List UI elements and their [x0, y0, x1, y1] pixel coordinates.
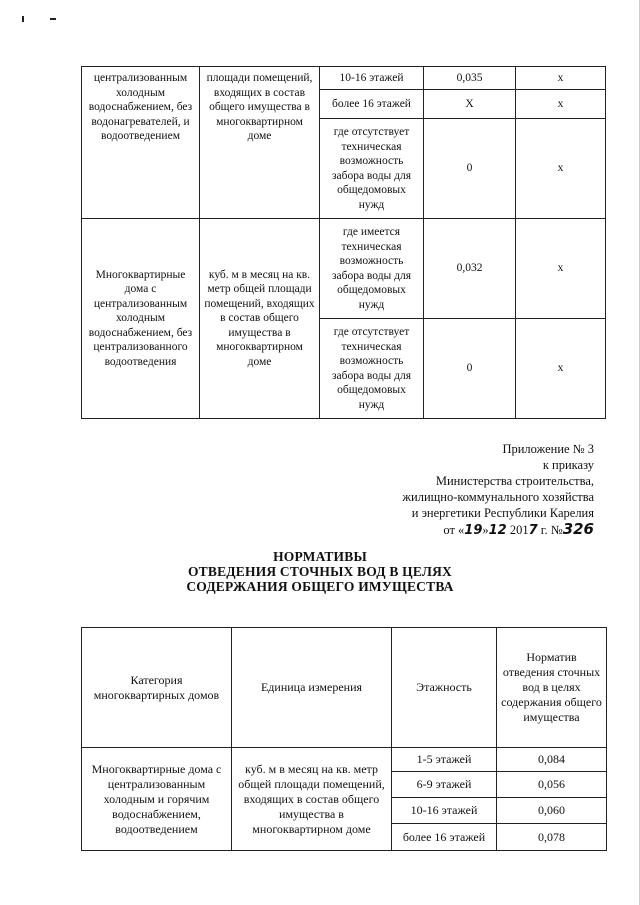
handwritten-year-digit: 7 — [528, 523, 538, 538]
table-cell-value: 0,035 — [424, 67, 516, 90]
table-cell-value: 0,078 — [497, 824, 607, 851]
title-line: СОДЕРЖАНИЯ ОБЩЕГО ИМУЩЕСТВА — [186, 579, 454, 594]
table-cell-value: 0,056 — [497, 772, 607, 798]
table-cell-value: X — [424, 90, 516, 119]
table-cell-extra: x — [516, 67, 606, 90]
appendix-block — [402, 441, 594, 539]
header-floors: Этажность — [392, 628, 497, 748]
header-norm: Норматив отведения сточных вод в целях содержания общего имущества — [497, 628, 607, 748]
table-cell-floors: 6-9 этажей — [392, 772, 497, 798]
table-cell-floors: где имеется техническая возможность забора воды для общедомовых нужд — [320, 219, 424, 319]
scan-mark — [50, 18, 56, 20]
table-cell-floors: более 16 этажей — [320, 90, 424, 119]
appendix-order-ref: к приказу — [542, 458, 594, 472]
table-cell-unit: куб. м в месяц на кв. метр общей площади помещений, входящих в состав общего имущества в многоквартирном доме — [200, 219, 320, 419]
table-cell-value: 0,084 — [497, 748, 607, 772]
appendix-number: Приложение № 3 — [502, 442, 594, 456]
table-cell-extra: x — [516, 119, 606, 219]
table-cell-floors: 10-16 этажей — [320, 67, 424, 90]
table-cell-category: централизованным холодным водоснабжением, без водонагревателей, и водоотведением — [82, 67, 200, 219]
scan-mark — [22, 16, 24, 22]
table-cell-extra: x — [516, 90, 606, 119]
table-cell-floors: где отсутствует техническая возможность забора воды для общедомовых нужд — [320, 119, 424, 219]
table-cell-floors: более 16 этажей — [392, 824, 497, 851]
table-cell-value: 0,060 — [497, 798, 607, 824]
table-cell-category: Многоквартирные дома с централизованным холодным и горячим водоснабжением, водоотведением — [82, 748, 232, 851]
table-cell-floors: 10-16 этажей — [392, 798, 497, 824]
appendix-ministry: и энергетики Республики Карелия — [411, 506, 594, 520]
appendix-ministry: Министерства строительства, — [435, 474, 594, 488]
handwritten-day: 19 — [464, 523, 483, 538]
appendix-date-line: от «19»12 2017 г. №326 — [443, 520, 594, 538]
header-unit: Единица измерения — [232, 628, 392, 748]
table-cell-unit: куб. м в месяц на кв. метр общей площади помещений, входящих в состав общего имущества в многоквартирном доме — [232, 748, 392, 851]
table-cell-category: Многоквартирные дома с централизованным холодным водоснабжением, без централизованного водоотведения — [82, 219, 200, 419]
table-cell-value: 0 — [424, 319, 516, 419]
table-cell-extra: x — [516, 219, 606, 319]
table-cell-value: 0 — [424, 119, 516, 219]
water-supply-norms-table — [81, 66, 606, 419]
handwritten-month: 12 — [488, 523, 507, 538]
table-cell-unit: площади помещений, входящих в состав общего имущества в многоквартирном доме — [200, 67, 320, 219]
document-title — [0, 549, 640, 594]
table-cell-value: 0,032 — [424, 219, 516, 319]
title-line: НОРМАТИВЫ — [273, 549, 367, 564]
table-cell-extra: x — [516, 319, 606, 419]
appendix-ministry: жилищно-коммунального хозяйства — [402, 490, 594, 504]
title-line: ОТВЕДЕНИЯ СТОЧНЫХ ВОД В ЦЕЛЯХ — [187, 564, 453, 579]
table-cell-floors: где отсутствует техническая возможность забора воды для общедомовых нужд — [320, 319, 424, 419]
table-cell-floors: 1-5 этажей — [392, 748, 497, 772]
handwritten-order-number: 326 — [562, 520, 594, 538]
wastewater-norms-table — [81, 627, 607, 851]
header-category: Категория многоквартирных домов — [82, 628, 232, 748]
